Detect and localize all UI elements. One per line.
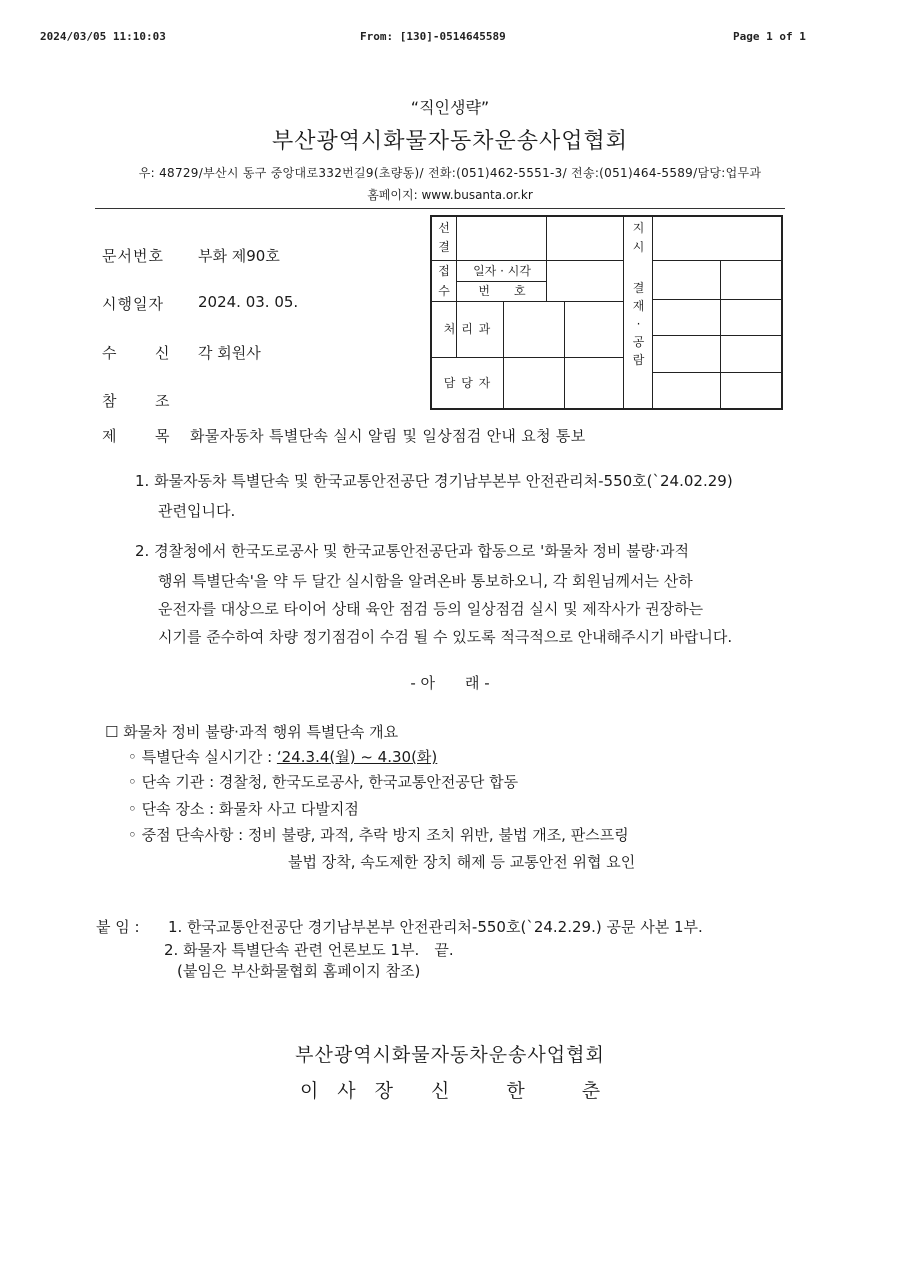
subject-label-2: 목 <box>155 427 170 445</box>
approval-jeop: 접 <box>438 264 450 278</box>
approval-ji: 지 <box>632 221 645 235</box>
summary-period-label: ◦ 특별단속 실시기간 : <box>128 748 277 766</box>
summary-agency: ◦ 단속 기관 : 경찰청, 한국도로공사, 한국교통안전공단 합동 <box>128 773 519 791</box>
attachment-item-1: 1. 한국교통안전공단 경기남부본부 안전관리처-550호(`24.2.29.) 공문 사본 1부. <box>168 918 703 936</box>
paragraph-2-line-1: 2. 경찰청에서 한국도로공사 및 한국교통안전공단과 합동으로 '화물차 정비 불량·과적 <box>135 542 690 560</box>
attachment-item-2: 2. 화물자 특별단속 관련 언론보도 1부. 끝. <box>164 941 454 959</box>
approval-gyeol: 결 <box>438 240 450 254</box>
attachments-note: (붙임은 부산화물협회 홈페이지 참조) <box>177 962 421 980</box>
seal-omitted-note: “직인생략” <box>410 98 490 117</box>
date-label: 시행일자 <box>102 295 164 313</box>
approval-date-time: 일자 · 시각 <box>473 264 531 278</box>
approval-box <box>430 215 783 410</box>
summary-place: ◦ 단속 장소 : 화물차 사고 다발지점 <box>128 800 359 818</box>
attachments-label: 붙 임 : <box>96 918 140 936</box>
reference-label-2: 조 <box>155 392 170 410</box>
approval-number: 번 호 <box>478 284 526 298</box>
summary-focus-line-1: ◦ 중점 단속사항 : 정비 불량, 과적, 추락 방지 조치 위반, 불법 개조, 판스프링 <box>128 826 629 844</box>
subject: 화물자동차 특별단속 실시 알림 및 일상점검 안내 요청 통보 <box>190 427 586 445</box>
approval-si: 시 <box>632 240 645 254</box>
approval-sun: 선 <box>438 221 450 235</box>
fax-datetime: 2024/03/05 11:10:03 <box>40 30 166 43</box>
signature-organization: 부산광역시화물자동차운송사업협회 <box>295 1044 605 1066</box>
subject-label-1: 제 <box>102 427 117 445</box>
summary-period-value: ‘24.3.4(월) ~ 4.30(화) <box>276 748 438 766</box>
approval-gyeolje: 결 재 · 공 람 <box>632 281 645 367</box>
recipient: 각 회원사 <box>198 344 261 362</box>
doc-number: 부화 제90호 <box>198 247 280 265</box>
summary-heading: ☐ 화물차 정비 불량·과적 행위 특별단속 개요 <box>105 723 399 741</box>
approval-su: 수 <box>438 284 450 298</box>
fax-from: From: [130]-0514645589 <box>360 30 506 43</box>
reference-label-1: 참 <box>102 392 117 410</box>
paragraph-1-line-2: 관련입니다. <box>158 502 236 520</box>
homepage-line: 홈페이지: www.busanta.or.kr <box>367 188 533 202</box>
approval-person-in-charge: 담 당 자 <box>443 376 492 390</box>
recipient-label-2: 신 <box>155 344 170 362</box>
below-heading: - 아 래 - <box>410 674 490 692</box>
approval-processing-dept: 처 리 과 <box>443 322 492 336</box>
recipient-label-1: 수 <box>102 344 117 362</box>
paragraph-2-line-3: 운전자를 대상으로 타이어 상태 육안 점검 등의 일상점검 실시 및 제작사가 권장하는 <box>158 600 704 618</box>
paragraph-2-line-2: 행위 특별단속'을 약 두 달간 실시함을 알려온바 통보하오니, 각 회원님께서는 산하 <box>158 572 693 590</box>
paragraph-1-line-1: 1. 화물자동차 특별단속 및 한국교통안전공단 경기남부본부 안전관리처-550호(`24.02.29) <box>135 472 733 490</box>
organization-title: 부산광역시화물자동차운송사업협회 <box>271 129 629 154</box>
summary-focus-line-2: 불법 장착, 속도제한 장치 해제 등 교통안전 위협 요인 <box>288 853 636 871</box>
signature-chairman: 이 사 장 신 한 춘 <box>299 1080 601 1102</box>
paragraph-2-line-4: 시기를 준수하여 차량 정기점검이 수검 될 수 있도록 적극적으로 안내해주시기 바랍니다. <box>158 628 733 646</box>
header-divider <box>95 208 785 209</box>
fax-page: Page 1 of 1 <box>733 30 806 43</box>
summary-period <box>128 746 437 767</box>
address-line: 우: 48729/부산시 동구 중앙대로332번길9(초량동)/ 전화:(051)462-5551-3/ 전송:(051)464-5589/담당:업무과 <box>138 166 762 180</box>
issue-date: 2024. 03. 05. <box>198 293 299 311</box>
doc-number-label: 문서번호 <box>102 247 164 265</box>
